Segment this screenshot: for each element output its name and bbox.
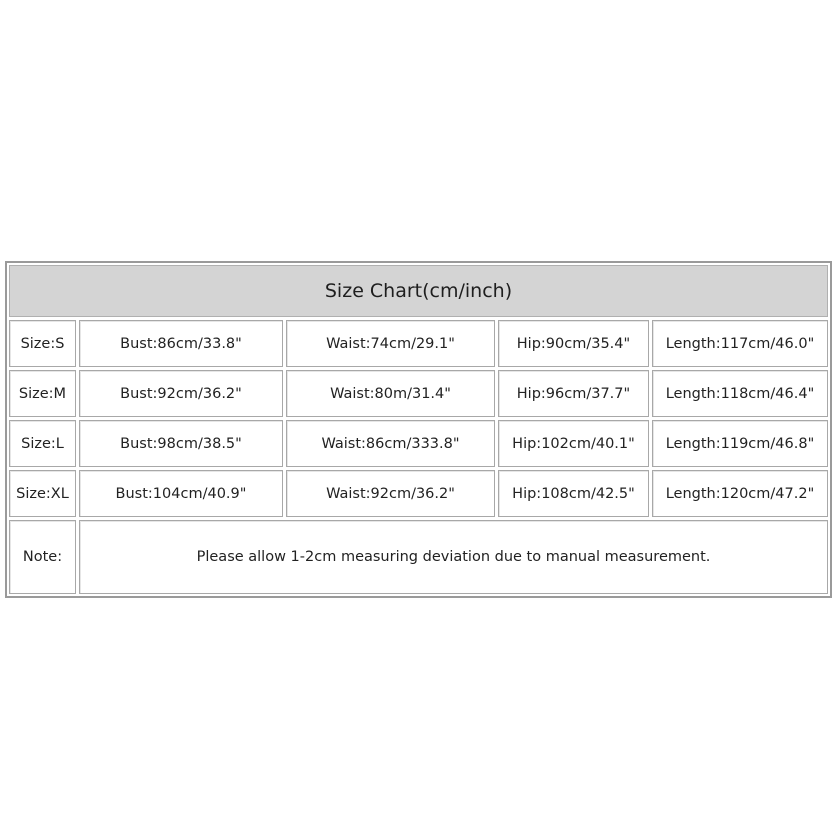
hip-cell: Hip:108cm/42.5": [498, 470, 649, 517]
hip-cell: Hip:96cm/37.7": [498, 370, 649, 417]
waist-cell: Waist:74cm/29.1": [286, 320, 495, 367]
hip-cell: Hip:102cm/40.1": [498, 420, 649, 467]
length-cell: Length:117cm/46.0": [652, 320, 828, 367]
length-cell: Length:118cm/46.4": [652, 370, 828, 417]
bust-cell: Bust:104cm/40.9": [79, 470, 283, 517]
size-label-cell: Size:XL: [9, 470, 76, 517]
size-label-cell: Size:M: [9, 370, 76, 417]
note-text-cell: Please allow 1-2cm measuring deviation due to manual measurement.: [79, 520, 828, 594]
size-chart-title: Size Chart(cm/inch): [9, 265, 828, 317]
note-label-cell: Note:: [9, 520, 76, 594]
hip-cell: Hip:90cm/35.4": [498, 320, 649, 367]
waist-cell: Waist:80m/31.4": [286, 370, 495, 417]
length-cell: Length:119cm/46.8": [652, 420, 828, 467]
waist-cell: Waist:92cm/36.2": [286, 470, 495, 517]
waist-cell: Waist:86cm/333.8": [286, 420, 495, 467]
size-label-cell: Size:L: [9, 420, 76, 467]
bust-cell: Bust:92cm/36.2": [79, 370, 283, 417]
size-label-cell: Size:S: [9, 320, 76, 367]
bust-cell: Bust:86cm/33.8": [79, 320, 283, 367]
size-chart-table: [5, 261, 832, 598]
bust-cell: Bust:98cm/38.5": [79, 420, 283, 467]
length-cell: Length:120cm/47.2": [652, 470, 828, 517]
